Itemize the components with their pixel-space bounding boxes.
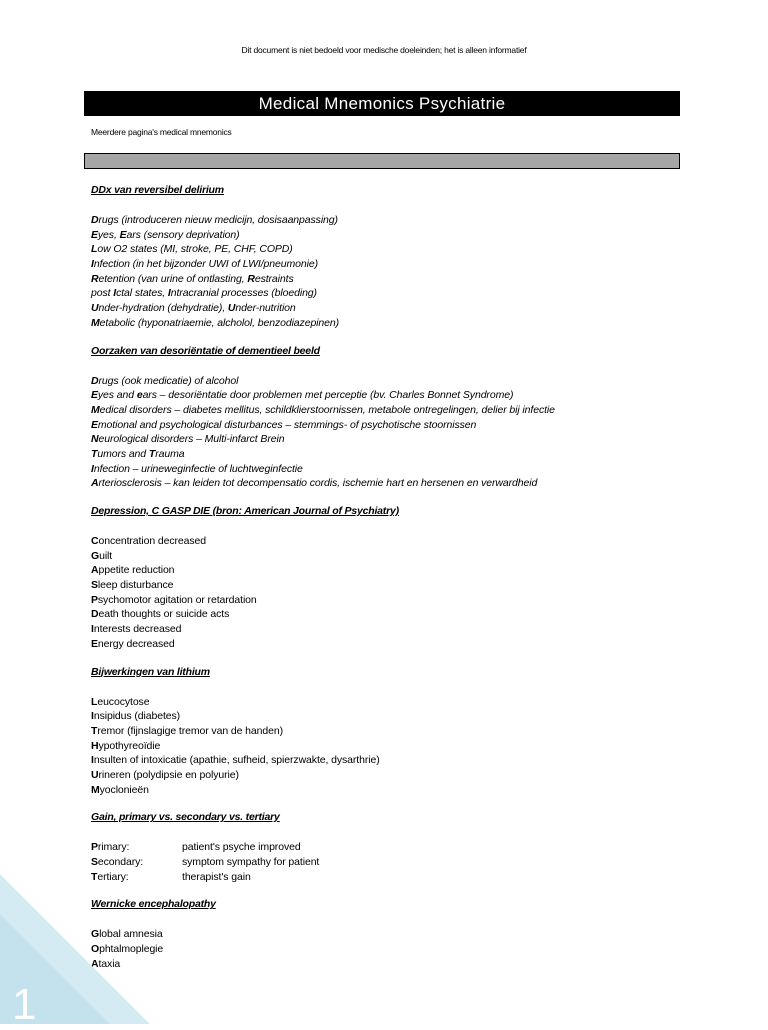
- list-item: Sleep disturbance: [91, 579, 174, 592]
- list-item: Tertiary: therapist's gain: [91, 870, 251, 883]
- section-lithium: [91, 665, 691, 798]
- section-heading: Wernicke encephalopathy: [91, 898, 216, 911]
- section-gain: [91, 810, 691, 884]
- list-item: Low O2 states (MI, stroke, PE, CHF, COPD): [91, 243, 293, 256]
- document-title: Medical Mnemonics Psychiatrie: [84, 91, 680, 116]
- list-item: Infection – urineweginfectie of luchtweginfectie: [91, 462, 303, 475]
- divider-bar: [84, 153, 680, 169]
- list-item: post Ictal states, Intracranial processes (bloeding): [91, 287, 317, 300]
- list-item: Tremor (fijnslagige tremor van de handen): [91, 724, 284, 737]
- list-item: Neurological disorders – Multi-infarct Brein: [91, 433, 285, 446]
- section-delirium: [91, 183, 691, 331]
- list-item: Eyes, Ears (sensory deprivation): [91, 228, 240, 241]
- list-item: Infection (in het bijzonder UWI of LWI/pneumonie): [91, 258, 318, 271]
- list-item: Arteriosclerosis – kan leiden tot decompensatio cordis, ischemie hart en hersenen en verwardheid: [91, 477, 538, 490]
- document-subtitle: Meerdere pagina's medical mnemonics: [91, 127, 232, 137]
- list-item: Hypothyreoïdie: [91, 739, 161, 752]
- list-item: Ataxia: [91, 957, 121, 970]
- page-number: 1: [12, 980, 37, 1029]
- list-item: Metabolic (hyponatriaemie, alcholol, benzodiazepinen): [91, 316, 340, 329]
- list-item: Retention (van urine of ontlasting, Restraints: [91, 272, 294, 285]
- list-item: Insipidus (diabetes): [91, 710, 181, 723]
- list-item: Urineren (polydipsie en polyurie): [91, 768, 239, 781]
- list-item: Drugs (introduceren nieuw medicijn, dosisaanpassing): [91, 214, 338, 226]
- section-disorientation: [91, 344, 691, 492]
- list-item: Insulten of intoxicatie (apathie, sufheid, spierzwakte, dysarthrie): [91, 754, 380, 767]
- list-item: Myoclonieën: [91, 783, 149, 796]
- list-item: Eyes and ears – desoriëntatie door problemen met perceptie (bv. Charles Bonnet Syndrome): [91, 389, 514, 402]
- section-wernicke: [91, 897, 691, 971]
- list-item: Ophtalmoplegie: [91, 943, 164, 956]
- section-heading: Gain, primary vs. secondary vs. tertiary: [91, 811, 280, 824]
- list-item: Psychomotor agitation or retardation: [91, 593, 257, 606]
- list-item: Emotional and psychological disturbances – stemmings- of psychotische stoornissen: [91, 418, 477, 431]
- list-item: Energy decreased: [91, 637, 175, 650]
- disclaimer-text: Dit document is niet bedoeld voor medische doeleinden; het is alleen informatief: [241, 45, 527, 55]
- section-heading: Oorzaken van desoriëntatie of dementieel beeld: [91, 344, 320, 357]
- section-depression: [91, 504, 691, 652]
- section-heading: Bijwerkingen van lithium: [91, 665, 210, 678]
- list-item: Guilt: [91, 549, 113, 562]
- list-item: Drugs (ook medicatie) of alcohol: [91, 374, 239, 387]
- list-item: Concentration decreased: [91, 535, 207, 547]
- list-item: Leucocytose: [91, 695, 150, 708]
- list-item: Medical disorders – diabetes mellitus, schildklierstoornissen, metabole ontregelingen, delier bij infectie: [91, 403, 555, 416]
- document-body: [91, 183, 691, 971]
- list-item: Under-hydration (dehydratie), Under-nutrition: [91, 302, 296, 315]
- list-item: Tumors and Trauma: [91, 447, 185, 460]
- list-item: Death thoughts or suicide acts: [91, 608, 230, 621]
- section-heading: Depression, C GASP DIE (bron: American Journal of Psychiatry): [91, 505, 399, 517]
- list-item: Primary: patient's psyche improved: [91, 841, 301, 854]
- list-item: Secondary: symptom sympathy for patient: [91, 856, 320, 868]
- list-item: Appetite reduction: [91, 564, 175, 577]
- section-heading: DDx van reversibel delirium: [91, 184, 224, 196]
- list-item: Interests decreased: [91, 623, 182, 636]
- list-item: Global amnesia: [91, 928, 163, 941]
